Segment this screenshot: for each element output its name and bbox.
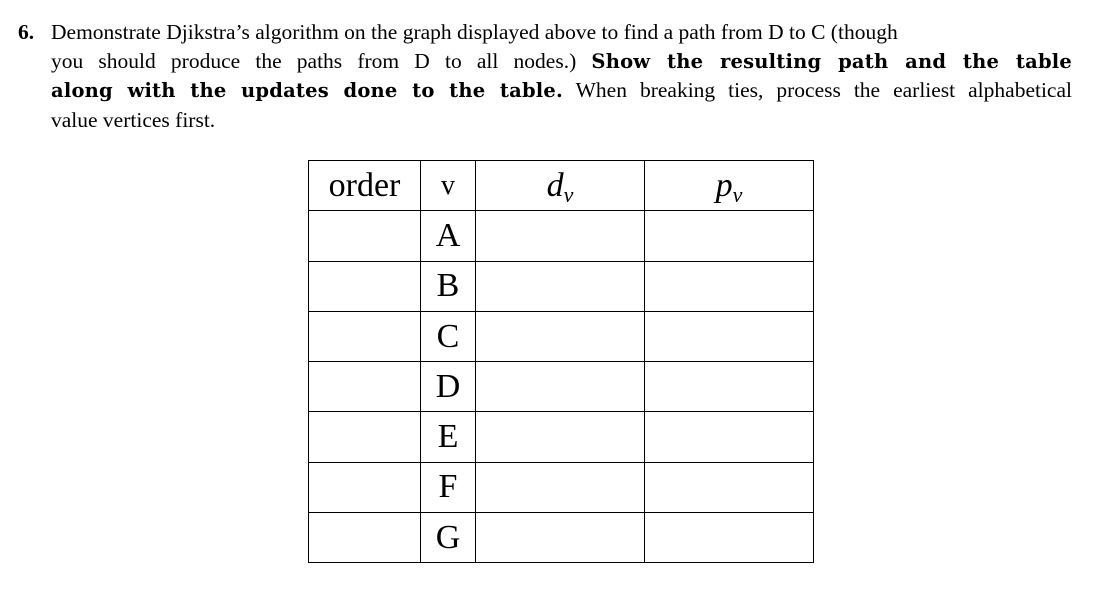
order-cell[interactable] — [309, 261, 421, 311]
table-header-row — [309, 161, 814, 211]
table-row — [309, 412, 814, 462]
header-distance-symbol — [546, 166, 574, 207]
question-line-1 — [18, 18, 1072, 47]
header-order: order — [309, 161, 421, 211]
header-distance — [476, 161, 645, 211]
table-row — [309, 311, 814, 361]
table-row — [309, 462, 814, 512]
header-vertex: v — [421, 161, 476, 211]
order-cell[interactable] — [309, 311, 421, 361]
question-line-3-bold: along with the updates done to the table. — [51, 79, 564, 102]
question-line-3-plain: When breaking ties, process the earliest alphabetical — [575, 78, 1072, 102]
header-path-sub: v — [732, 181, 743, 207]
vertex-cell: A — [421, 211, 476, 261]
table-row — [309, 362, 814, 412]
path-cell[interactable] — [645, 261, 814, 311]
question-line-3 — [18, 76, 1072, 106]
question-line-4-text: value vertices first. — [51, 107, 216, 132]
vertex-cell: B — [421, 261, 476, 311]
vertex-cell: G — [421, 513, 476, 563]
question-line-1-text: Demonstrate Djikstra’s algorithm on the graph displayed above to find a path from D to C (though — [51, 20, 898, 44]
question-line-2-bold: Show the resulting path and the table — [591, 49, 1072, 73]
header-path-symbol — [715, 166, 743, 207]
header-distance-base: d — [546, 166, 564, 204]
table-row — [309, 513, 814, 563]
vertex-cell: D — [421, 362, 476, 412]
distance-cell[interactable] — [476, 362, 645, 412]
path-cell[interactable] — [645, 311, 814, 361]
vertex-cell: E — [421, 412, 476, 462]
path-cell[interactable] — [645, 462, 814, 512]
question-line-4 — [18, 106, 1072, 135]
dijkstra-table — [308, 160, 814, 563]
header-path-base: p — [715, 166, 733, 204]
vertex-cell: F — [421, 462, 476, 512]
path-cell[interactable] — [645, 513, 814, 563]
order-cell[interactable] — [309, 362, 421, 412]
order-cell[interactable] — [309, 412, 421, 462]
question-text-block — [18, 18, 1072, 134]
distance-cell[interactable] — [476, 211, 645, 261]
order-cell[interactable] — [309, 211, 421, 261]
header-distance-sub: v — [563, 181, 574, 207]
header-path — [645, 161, 814, 211]
path-cell[interactable] — [645, 211, 814, 261]
question-line-2 — [18, 47, 1072, 77]
distance-cell[interactable] — [476, 261, 645, 311]
question-line-2-plain: you should produce the paths from D to all nodes.) — [51, 48, 577, 73]
distance-cell[interactable] — [476, 412, 645, 462]
table-row — [309, 261, 814, 311]
question-number: 6. — [18, 20, 35, 44]
order-cell[interactable] — [309, 462, 421, 512]
order-cell[interactable] — [309, 513, 421, 563]
path-cell[interactable] — [645, 412, 814, 462]
distance-cell[interactable] — [476, 513, 645, 563]
table-row — [309, 211, 814, 261]
distance-cell[interactable] — [476, 462, 645, 512]
path-cell[interactable] — [645, 362, 814, 412]
distance-cell[interactable] — [476, 311, 645, 361]
vertex-cell: C — [421, 311, 476, 361]
